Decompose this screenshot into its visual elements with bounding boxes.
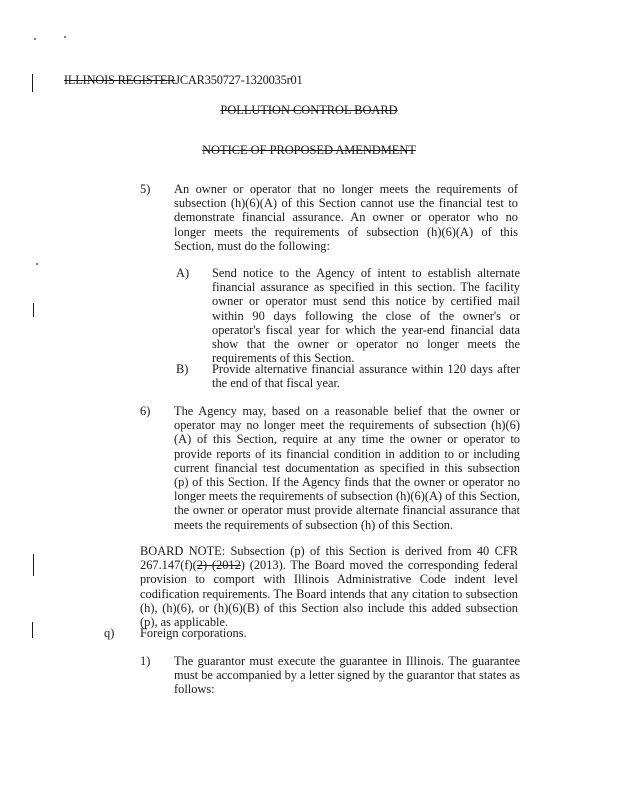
board-note-lead: BOARD NOTE: Subsection (p) of this Section is derived from 40 CFR 267.147(f)( [140,544,518,573]
subitem-text: Provide alternative financial assurance within 120 days after the end of that fiscal year. [212,362,520,391]
board-note [140,544,518,629]
item-number: 5) [140,182,151,196]
item-text: An owner or operator that no longer meets the requirements of subsection (h)(6)(A) of this Section cannot use the financial test to demonstrate financial assurance. An owner or operator who no longer meets the requirements of subsection (h)(6)(A) of this Section, must do the following: [174,182,518,253]
change-bar [32,622,33,638]
board-note-tail: ) (2013). The Board moved the corresponding federal provision to comport with Illinois Administrative Code indent level codification requirements. The Board intends that any citation to subsection (h), (h)(6), or (h)(6)(B) of this Section also include this added subsection (p), as applicable. [140,558,518,630]
subitem-number: A) [176,266,190,280]
item-number: 6) [140,404,151,418]
change-bar [33,554,34,576]
scan-speck [64,36,66,38]
item-number: 1) [140,654,151,668]
scan-speck [36,263,38,265]
agency-title: POLLUTION CONTROL BOARD [220,103,398,117]
subitem-number: B) [176,362,189,376]
section-title: Foreign corporations. [140,626,247,640]
notice-title: NOTICE OF PROPOSED AMENDMENT [202,143,416,157]
register-label: ILLINOIS REGISTER [64,73,176,87]
item-text: The guarantor must execute the guarantee in Illinois. The guarantee must be accompanied by a letter signed by the guarantor that states as follows: [174,654,520,697]
board-note-struck: 2) (2012 [196,558,241,573]
subitem-text: Send notice to the Agency of intent to establish alternate financial assurance as specified in this section. The facility owner or operator must send this notice by certified mail within 90 days following the close of the owner's or operator's fiscal year for which the year-end financial data show that the owner or operator no longer meets the requirements of this Section. [212,266,520,366]
change-bar [33,303,34,317]
change-bar [32,74,33,92]
register-header [64,73,302,87]
item-text: The Agency may, based on a reasonable belief that the owner or operator may no longer meet the requirements of subsection (h)(6)(A) of this Section, require at any time the owner or operator to provide reports of its financial condition in addition to or including current financial test documentation as specified in this subsection (p) of this Section. If the Agency finds that the owner or operator no longer meets the requirements of subsection (h)(6)(A) of this Section, the owner or operator must provide alternate financial assurance that meets the requirements of subsection (h) of this Section. [174,404,520,532]
section-number: q) [104,626,115,640]
scan-speck [34,38,36,40]
jcar-code: JCAR350727-1320035r01 [175,73,303,87]
